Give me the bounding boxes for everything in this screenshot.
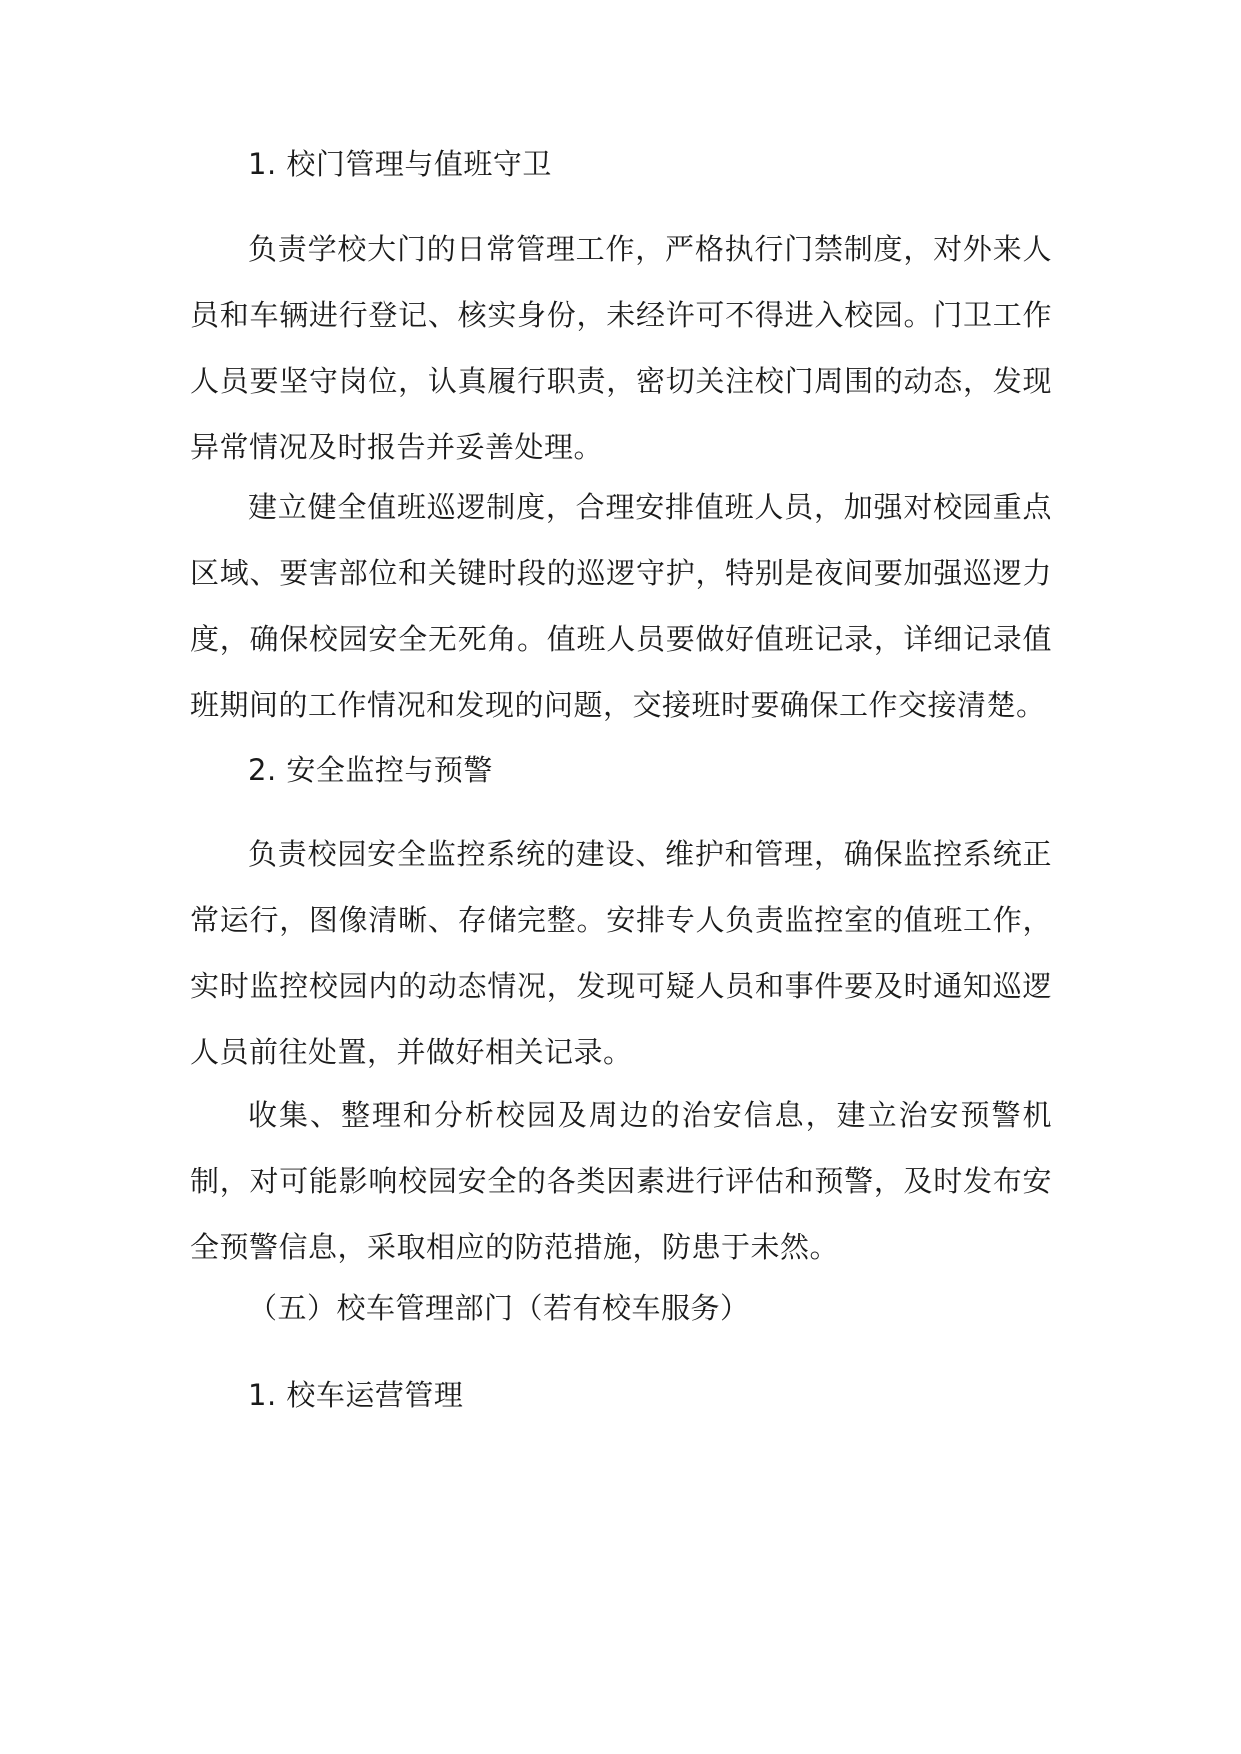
paragraph-monitoring-system: 负责校园安全监控系统的建设、维护和管理，确保监控系统正常运行，图像清晰、存储完整。安排专人负责监控室的值班工作，实时监控校园内的动态情况，发现可疑人员和事件要及时通知巡逻人员前往处置，并做好相关记录。 <box>190 837 1052 1069</box>
section-heading-bus-operation: 1. 校车运营管理 <box>248 1378 464 1412</box>
section-heading-monitoring: 2. 安全监控与预警 <box>248 753 493 787</box>
paragraph-early-warning: 收集、整理和分析校园及周边的治安信息，建立治安预警机制，对可能影响校园安全的各类因素进行评估和预警，及时发布安全预警信息，采取相应的防范措施，防患于未然。 <box>190 1098 1052 1264</box>
section-heading-school-bus-dept: （五）校车管理部门（若有校车服务） <box>248 1291 750 1325</box>
section-heading-gate-management: 1. 校门管理与值班守卫 <box>248 147 552 181</box>
paragraph-gate-duties: 负责学校大门的日常管理工作，严格执行门禁制度，对外来人员和车辆进行登记、核实身份，未经许可不得进入校园。门卫工作人员要坚守岗位，认真履行职责，密切关注校门周围的动态，发现异常情况及时报告并妥善处理。 <box>190 232 1052 464</box>
paragraph-patrol-system: 建立健全值班巡逻制度，合理安排值班人员，加强对校园重点区域、要害部位和关键时段的巡逻守护，特别是夜间要加强巡逻力度，确保校园安全无死角。值班人员要做好值班记录，详细记录值班期间的工作情况和发现的问题，交接班时要确保工作交接清楚。 <box>190 490 1052 722</box>
